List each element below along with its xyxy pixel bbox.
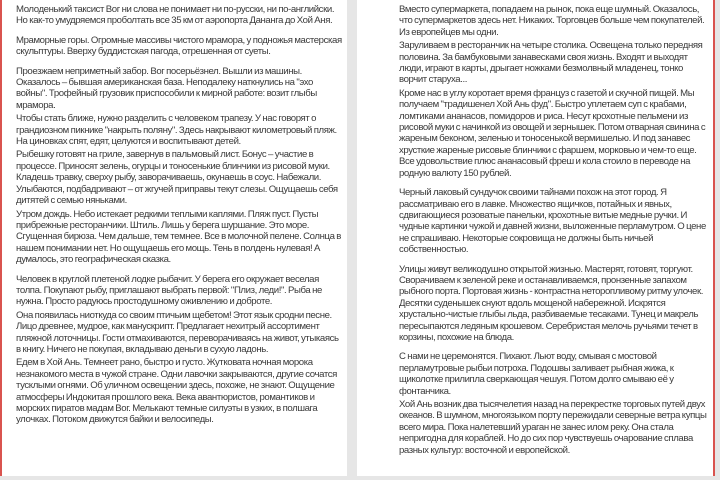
paragraph: Она появилась ниоткуда со своим птичьим щебетом! Этот язык сродни песне. Лицо древнее, мудрое, как манускрипт. Предлагает нехитрый ассортимент пляжной лоточницы. Гости отмахиваются, переворачиваясь на живот, утыкаясь в книгу. Ничего не покупая, вкладываю деньги в сухую ладонь.	[16, 309, 339, 355]
paragraph: Улицы живут великодушно открытой жизнью. Мастерят, готовят, торгуют. Сворачиваем к зеленой реке и останавливаемся, пронзенные запахом рыбного порта. Портовая жизнь - контрастна неторопливому ритму улочек. Десятки суденышек снуют вдоль мощеной набережной. Искрятся хрустально-чистые глыбы льда, разбиваемые тесаками. Тунец и макрель пересыпаются ледяным крошевом. Серебристая мелочь ручьями течет в корзины, похожие на блюда.	[399, 263, 704, 343]
paragraph: Проезжаем неприметный забор. Вог посерьёзнел. Вышли из машины. Оказалось – бывшая американская база. Неподалеку наткнулись на "эхо войны". Трофейный грузовик приспособили к мирной работе: возит глыбы мрамора.	[16, 65, 317, 111]
paragraph: Рыбешку готовят на гриле, завернув в пальмовый лист. Бонус – участие в процессе. Приносят зелень, огурцы и тоносенькие блинчики из рисовой муки. Кладешь травку, сверху рыбу, заворачиваешь, окунаешь в соус. Набежали. Улыбаются, подбадривают – от жгучей приправы текут слезы. Ощущаешь себя дитятей с семью няньками.	[16, 149, 338, 207]
paragraph: Чтобы стать ближе, нужно разделить с человеком трапезу. У нас говорят о грандиозном пикнике "накрыть поляну". Здесь накрывают километровый пляж. На циновках спят, едят, целуются и воспитывают детей.	[16, 113, 337, 148]
page-text[interactable]	[16, 0, 342, 426]
paragraph: Хой Ань возник два тысячелетия назад на перекрестке торговых путей двух океанов. В шумном, многоязыком порту пережидали северные ветра купцы всего мира. Пока налетевший ураган не занес илом реку. Она стала непригодна для кораблей. Но до сих пор чувствуешь очарование сплава разных культур: восточной и европейской.	[399, 399, 707, 456]
paragraph: Утром дождь. Небо истекает редкими теплыми каплями. Пляж пуст. Пусты прибрежные ресторанчики. Штиль. Лишь у берега шуршание. Это море. Сгущенная бирюза. Чем дальше, тем темнее. Все в молочной пелене. Солнца в нашем понимании нет. Но ощущаешь его мощь. Тень в полдень нулевая! А думалось, это географическая сказка.	[16, 208, 341, 266]
page-text[interactable]	[399, 0, 709, 456]
paragraph: Черный лаковый сундучок своими тайнами похож на этот город. Я рассматриваю его в лавке. Множество ящичков, потайных и явных, сдвигающиеся розоватые панельки, крохотные витые медные ручки. И чудные картинки чужой и давней жизни, выложенные перламутром. О цене не спрашиваю. Некоторые сокровища не должны быть ничьей собственностью.	[399, 187, 706, 256]
paragraph: Кроме нас в углу коротает время француз с газетой и скучной пищей. Мы получаем "традишенел Хой Ань фуд". Быстро уплетаем суп с крабами, ломтиками ананасов, помидоров и риса. Несут крохотные пельмени из рисовой муки с начинкой из овощей и зернышек. Потом отварная свинина с жареным беконом, зеленью и тоносенькой вермишелью. И под занавес хрусткие жареные рисовые блинчики с фаршем, морковью и чем-то еще. Все удовольствие плюс ананасовый фреш и кола стоило в переводе на родную валюту 150 рублей.	[399, 87, 706, 179]
paragraph: Молоденький таксист Вог ни слова не понимает ни по-русски, ни по-английски. Но как-то умудряемся проболтать все 35 км от аэропорта Дананга до Хой Аня.	[16, 4, 335, 27]
document-page-right	[357, 0, 715, 476]
paragraph: С нами не церемонятся. Пихают. Льют воду, смывая с мостовой перламутровые рыбьи потроха. Подошвы заливает рыбная жижа, к щиколотке прилипла сверкающая чешуя. Потом долго смываю её у фонтанчика.	[399, 351, 674, 397]
document-page-left	[0, 0, 347, 476]
paragraph: Человек в круглой плетеной лодке рыбачит. У берега его окружает веселая толпа. Покупают рыбу, приглашают выбрать первой: "Плиз, леди!". Рыба не нужна. Просто радуюсь простодушному оживлению и доброте.	[16, 273, 322, 308]
paragraph: Вместо супермаркета, попадаем на рынок, пока еще шумный. Оказалось, что супермаркетов здесь нет. Никаких. Торговцев больше чем покупателей. Из европейцев мы одни.	[399, 4, 705, 38]
paragraph: Едем в Хой Ань. Темнеет рано, быстро и густо. Жутковата ночная морока незнакомого места в чужой стране. Одни лавочки закрываются, другие сочатся тусклыми огнями. Об уличном освещении здесь, похоже, не знают. Ощущение атмосферы Индокитая прошлого века. Века авантюристов, романтиков и морских пиратов мадам Вог. Мелькают темные силуэты в узких, в полшага улочках. Потоком движутся байки и велосипеды.	[16, 357, 337, 426]
paragraph: Мраморные горы. Огромные массивы чистого мрамора, у подножья мастерская скульптуры. Вверху буддистская пагода, отрешенная от суеты.	[16, 34, 342, 58]
paragraph: Заруливаем в ресторанчик на четыре столика. Освещена только передняя половина. За бамбуковыми занавесками своя жизнь. Входят и выходят люди, играют в карты, дрыгает ножками безмолвный младенец, тонко ворчит старуха...	[399, 40, 703, 86]
